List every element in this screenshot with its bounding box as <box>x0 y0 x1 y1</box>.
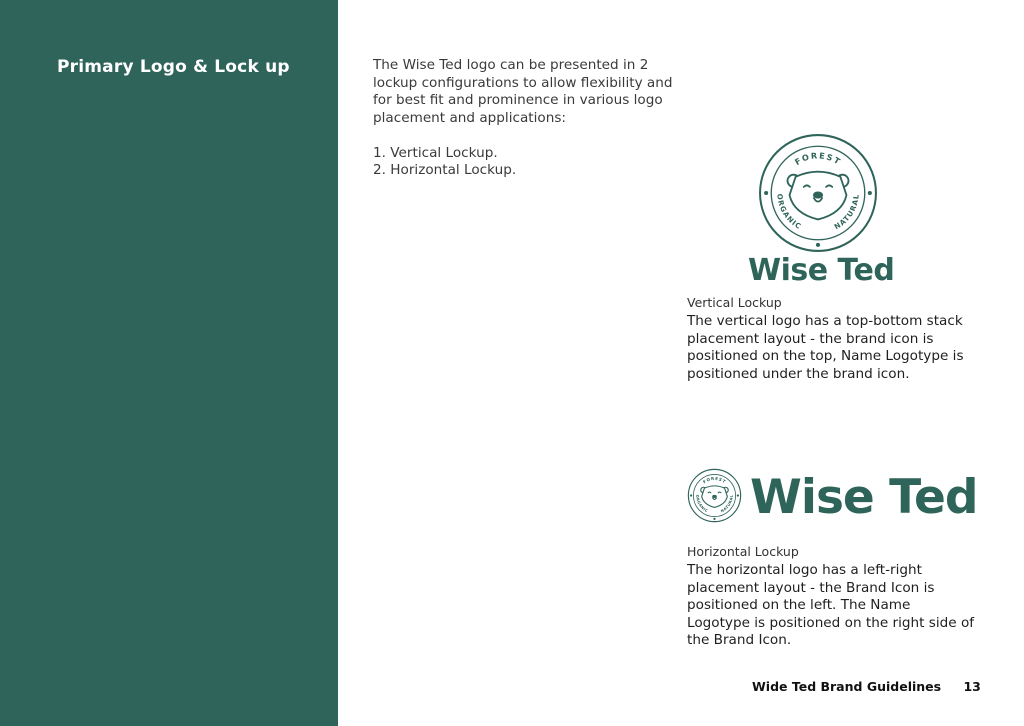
intro-text <box>373 57 673 180</box>
sidebar-panel <box>0 0 338 726</box>
horizontal-lockup-label: Horizontal Lockup <box>687 544 799 559</box>
horizontal-lockup-block <box>687 544 977 650</box>
svg-text:NATURAL: NATURAL <box>720 494 734 514</box>
bear-badge-icon <box>757 132 879 254</box>
svg-text:ORGANIC: ORGANIC <box>695 494 709 514</box>
bear-badge-icon <box>687 468 742 523</box>
vertical-lockup-label: Vertical Lockup <box>687 295 782 310</box>
svg-text:FOREST: FOREST <box>792 150 844 168</box>
svg-text:ORGANIC: ORGANIC <box>775 193 804 232</box>
wordmark-logotype: Wise Ted <box>750 470 978 525</box>
list-item: 2. Horizontal Lockup. <box>373 162 517 178</box>
section-title: Primary Logo & Lock up <box>57 57 290 77</box>
wordmark-logotype: Wise Ted <box>748 253 895 288</box>
vertical-lockup-block <box>687 295 977 383</box>
horizontal-lockup-description: The horizontal logo has a left-right placement layout - the Brand Icon is positioned on the left. The Name Logotype is positioned on the right side of the Brand Icon. <box>687 562 975 648</box>
svg-text:FOREST: FOREST <box>701 475 728 485</box>
svg-text:NATURAL: NATURAL <box>832 193 861 232</box>
footer-title: Wide Ted Brand Guidelines <box>752 679 942 694</box>
lockup-list <box>373 145 673 180</box>
page-footer <box>752 679 981 694</box>
list-item: 1. Vertical Lockup. <box>373 144 498 161</box>
intro-paragraph: The Wise Ted logo can be presented in 2 lockup configurations to allow flexibility and for best fit and prominence in various logo placement and applications: <box>373 57 673 126</box>
page-number: 13 <box>963 679 981 694</box>
vertical-lockup-description: The vertical logo has a top-bottom stack placement layout - the brand icon is positioned on the top, Name Logotype is positioned under the brand icon. <box>687 313 964 382</box>
